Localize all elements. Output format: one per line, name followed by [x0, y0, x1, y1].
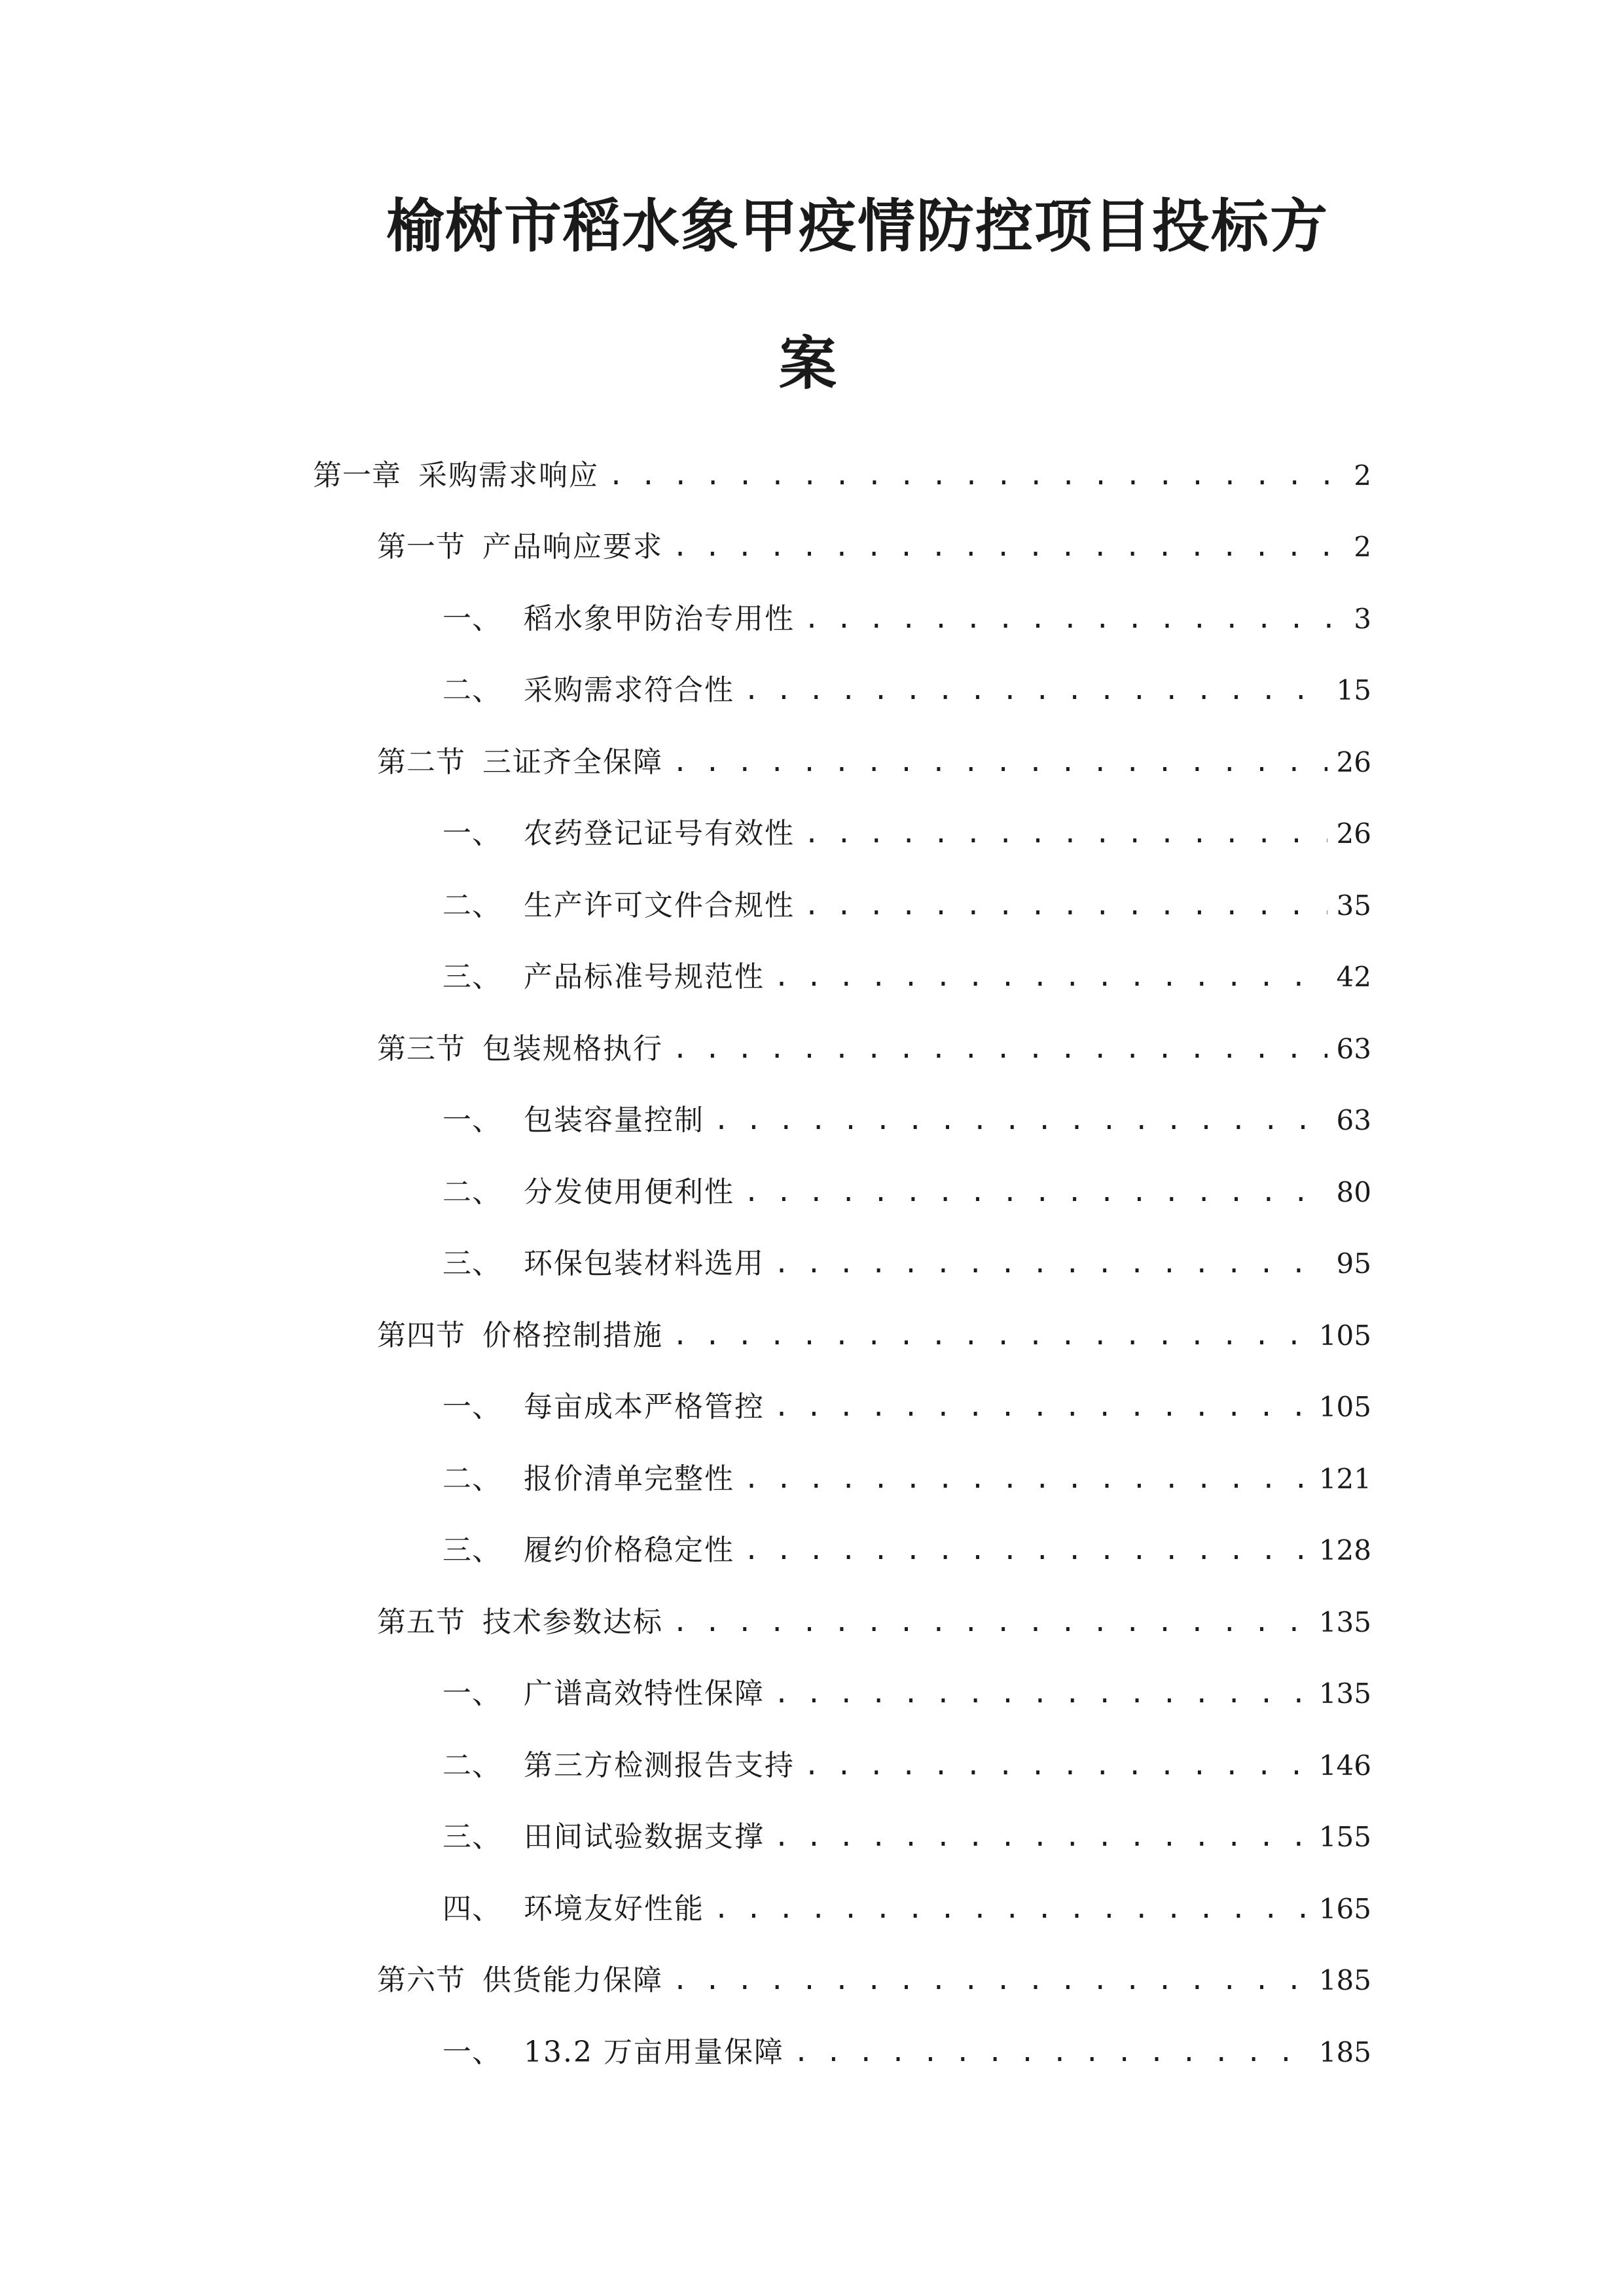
toc-entry-line	[377, 528, 1371, 567]
toc-entry-line	[442, 1173, 1371, 1212]
toc-entry-page-number: 3	[1354, 602, 1371, 635]
toc-entry-page-number: 2	[1354, 531, 1371, 564]
toc-entry-page-number: 105	[1318, 1391, 1371, 1424]
toc-dot-leader	[744, 1173, 1327, 1212]
toc-entry-label: 产品标准号规范性	[524, 960, 765, 994]
toc-entry-line	[442, 2033, 1371, 2072]
toc-entry[interactable]	[0, 1300, 1624, 1372]
toc-dot-leader	[774, 1818, 1310, 1857]
toc-entry[interactable]	[0, 726, 1624, 798]
toc-entry-page-number: 135	[1318, 1677, 1371, 1710]
toc-dot-leader	[774, 1244, 1327, 1283]
toc-dot-leader	[804, 886, 1327, 925]
toc-entry-page-number: 15	[1336, 674, 1371, 707]
toc-entry-number: 二、	[442, 888, 501, 922]
toc-entry[interactable]	[0, 1085, 1624, 1157]
toc-entry[interactable]	[0, 583, 1624, 655]
toc-entry-page-number: 155	[1318, 1821, 1371, 1854]
toc-entry-label: 分发使用便利性	[524, 1175, 734, 1209]
toc-dot-leader	[672, 1603, 1310, 1642]
document-title: 榆树市稻水象甲疫情防控项目投标方	[386, 192, 1329, 260]
toc-entry-label: 第三方检测报告支持	[524, 1748, 795, 1782]
toc-entry-label: 报价清单完整性	[524, 1462, 734, 1496]
toc-entry-page-number: 2	[1354, 459, 1371, 492]
toc-dot-leader	[744, 671, 1327, 710]
toc-entry-line	[313, 456, 1371, 495]
toc-entry[interactable]	[0, 942, 1624, 1014]
toc-entry-number: 第三节	[377, 1031, 465, 1066]
toc-entry-number: 一、	[442, 1677, 501, 1711]
toc-entry[interactable]	[0, 2017, 1624, 2089]
toc-entry-page-number: 185	[1318, 2036, 1371, 2068]
toc-entry-line	[442, 1674, 1371, 1713]
toc-entry-label: 稻水象甲防治专用性	[524, 601, 795, 636]
toc-entry-line	[442, 886, 1371, 925]
toc-entry-line	[442, 958, 1371, 997]
toc-entry[interactable]	[0, 1013, 1624, 1085]
toc-entry-line	[442, 1244, 1371, 1283]
toc-entry[interactable]	[0, 1372, 1624, 1444]
toc-entry[interactable]	[0, 512, 1624, 584]
toc-entry[interactable]	[0, 798, 1624, 870]
toc-entry-label: 田间试验数据支撑	[524, 1820, 765, 1854]
toc-entry-line	[442, 671, 1371, 710]
toc-entry-number: 第一章	[313, 458, 401, 492]
toc-entry-label: 广谱高效特性保障	[524, 1677, 765, 1711]
toc-entry-label: 履约价格稳定性	[524, 1534, 734, 1568]
toc-dot-leader	[744, 1460, 1310, 1499]
toc-entry-number: 四、	[442, 1892, 501, 1926]
toc-dot-leader	[713, 1101, 1327, 1140]
toc-entry-line	[442, 1746, 1371, 1785]
toc-entry-label: 环境友好性能	[524, 1892, 704, 1926]
toc-entry-number: 第一节	[377, 530, 465, 564]
toc-entry-label: 技术参数达标	[482, 1605, 663, 1639]
toc-entry-page-number: 128	[1318, 1534, 1371, 1567]
toc-entry-page-number: 121	[1318, 1462, 1371, 1495]
toc-dot-leader	[804, 600, 1344, 639]
toc-entry[interactable]	[0, 1443, 1624, 1515]
toc-entry[interactable]	[0, 1802, 1624, 1874]
toc-dot-leader	[672, 1030, 1327, 1069]
toc-entry-number: 三、	[442, 1534, 501, 1568]
toc-entry-label: 每亩成本严格管控	[524, 1390, 765, 1424]
toc-entry-page-number: 185	[1318, 1964, 1371, 1997]
toc-entry-page-number: 165	[1318, 1892, 1371, 1925]
toc-entry-label: 价格控制措施	[482, 1318, 663, 1352]
toc-entry-page-number: 80	[1336, 1175, 1371, 1208]
toc-entry-page-number: 26	[1336, 817, 1371, 850]
toc-entry-label: 三证齐全保障	[482, 745, 663, 779]
toc-entry-number: 二、	[442, 1748, 501, 1782]
toc-entry-line	[442, 600, 1371, 639]
toc-entry[interactable]	[0, 870, 1624, 942]
toc-dot-leader	[672, 1316, 1310, 1355]
toc-entry-page-number: 105	[1318, 1319, 1371, 1352]
toc-entry-label: 环保包装材料选用	[524, 1247, 765, 1281]
toc-entry-label: 13.2 万亩用量保障	[524, 2035, 784, 2069]
toc-entry-number: 三、	[442, 1247, 501, 1281]
toc-entry-number: 第二节	[377, 745, 465, 779]
toc-entry-line	[442, 1388, 1371, 1427]
toc-entry-page-number: 146	[1318, 1749, 1371, 1782]
toc-entry-label: 包装规格执行	[482, 1031, 663, 1066]
toc-entry[interactable]	[0, 655, 1624, 727]
toc-dot-leader	[774, 958, 1327, 997]
toc-entry-line	[442, 1460, 1371, 1499]
toc-entry-number: 一、	[442, 817, 501, 851]
toc-entry-page-number: 63	[1336, 1032, 1371, 1065]
toc-entry-page-number: 35	[1336, 889, 1371, 922]
toc-entry[interactable]	[0, 1659, 1624, 1731]
toc-entry-number: 三、	[442, 960, 501, 994]
toc-entry-label: 产品响应要求	[482, 530, 663, 564]
toc-entry-number: 三、	[442, 1820, 501, 1854]
toc-entry[interactable]	[0, 1873, 1624, 1945]
toc-entry-line	[377, 1961, 1371, 2000]
toc-entry-line	[442, 1531, 1371, 1570]
toc-entry-number: 一、	[442, 601, 501, 636]
table-of-contents	[0, 440, 1624, 2089]
toc-entry-number: 第四节	[377, 1318, 465, 1352]
toc-entry[interactable]	[0, 1730, 1624, 1802]
toc-entry[interactable]	[0, 1515, 1624, 1587]
toc-entry-label: 生产许可文件合规性	[524, 888, 795, 922]
document-title-continued: 案	[779, 329, 837, 397]
toc-dot-leader	[713, 1890, 1310, 1929]
toc-entry[interactable]	[0, 1157, 1624, 1229]
toc-entry-number: 二、	[442, 673, 501, 708]
toc-dot-leader	[793, 2033, 1310, 2072]
toc-entry-page-number: 63	[1336, 1104, 1371, 1137]
toc-entry-page-number: 95	[1336, 1247, 1371, 1280]
toc-dot-leader	[774, 1388, 1310, 1427]
toc-entry-number: 一、	[442, 2035, 501, 2069]
toc-entry-page-number: 42	[1336, 961, 1371, 994]
toc-entry-label: 采购需求响应	[418, 458, 599, 492]
toc-entry-label: 包装容量控制	[524, 1103, 704, 1138]
toc-entry-line	[442, 1890, 1371, 1929]
toc-dot-leader	[744, 1531, 1310, 1570]
toc-entry-line	[377, 1316, 1371, 1355]
toc-entry-number: 二、	[442, 1462, 501, 1496]
toc-entry-number: 二、	[442, 1175, 501, 1209]
toc-entry[interactable]	[0, 1587, 1624, 1659]
toc-entry-line	[377, 1030, 1371, 1069]
toc-entry-number: 第五节	[377, 1605, 465, 1639]
toc-entry-number: 第六节	[377, 1964, 465, 1998]
toc-entry-label: 供货能力保障	[482, 1964, 663, 1998]
toc-entry[interactable]	[0, 440, 1624, 512]
toc-dot-leader	[804, 814, 1327, 853]
toc-entry[interactable]	[0, 1945, 1624, 2017]
toc-entry-line	[377, 743, 1371, 782]
toc-entry-line	[377, 1603, 1371, 1642]
toc-entry-line	[442, 1818, 1371, 1857]
toc-entry-line	[442, 814, 1371, 853]
toc-entry-number: 一、	[442, 1103, 501, 1138]
toc-dot-leader	[672, 1961, 1310, 2000]
toc-entry-page-number: 26	[1336, 745, 1371, 778]
toc-entry-line	[442, 1101, 1371, 1140]
toc-entry-page-number: 135	[1318, 1605, 1371, 1638]
toc-dot-leader	[804, 1746, 1310, 1785]
toc-dot-leader	[774, 1674, 1310, 1713]
toc-entry[interactable]	[0, 1229, 1624, 1300]
toc-dot-leader	[672, 528, 1344, 567]
toc-dot-leader	[672, 743, 1327, 782]
toc-entry-label: 采购需求符合性	[524, 673, 734, 708]
toc-dot-leader	[608, 456, 1344, 495]
toc-entry-number: 一、	[442, 1390, 501, 1424]
toc-entry-label: 农药登记证号有效性	[524, 817, 795, 851]
